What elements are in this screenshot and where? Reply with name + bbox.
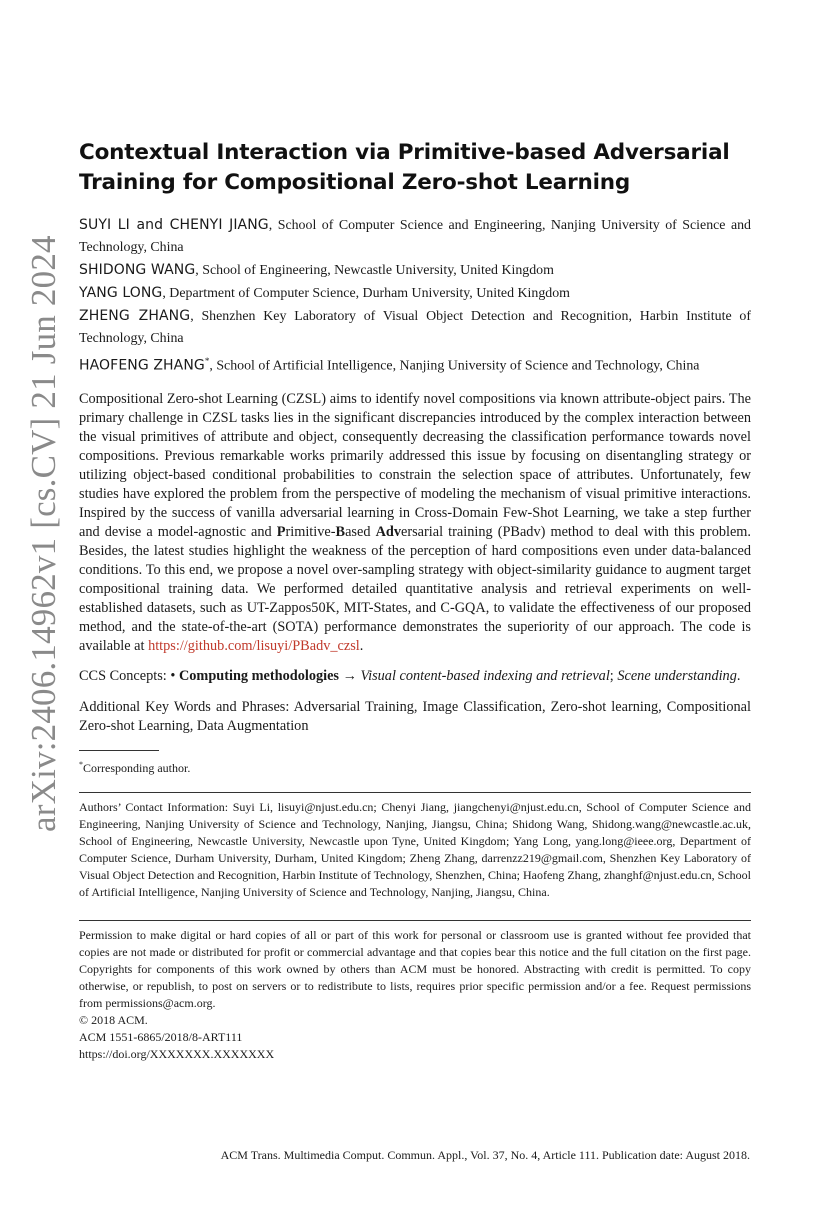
- author-affiliation: , School of Artificial Intelligence, Nanjing University of Science and Technology, China: [209, 358, 700, 374]
- author-names: ZHENG ZHANG: [79, 308, 191, 324]
- keywords: Additional Key Words and Phrases: Adversarial Training, Image Classification, Zero-shot learning, Compositional Zero-shot Learning, Data Augmentation: [79, 698, 751, 734]
- abstract-bold-p: P: [276, 523, 286, 540]
- author-entry: [79, 259, 751, 282]
- acm-number: ACM 1551-6865/2018/8-ART111: [79, 1029, 243, 1044]
- author-block: [79, 214, 751, 378]
- author-contact-info: Authors’ Contact Information: Suyi Li, lisuyi@njust.edu.cn; Chenyi Jiang, jiangchenyi@njust.edu.cn, School of Computer Science and Engineering, Nanjing University of Science and Technology, Nanjing, Jiangsu, China; Shidong Wang, Shidong.wang@newcastle.ac.uk, School of Engineering, Newcastle University, Newcastle upon Tyne, United Kingdom; Yang Long, yang.long@ieee.org, Department of Computer Science, Durham University, Durham, United Kingdom; Zheng Zhang, darrenzz219@gmail.com, Shenzhen Key Laboratory of Visual Object Detection and Recognition, Harbin Institute of Technology, Shenzhen, China; Haofeng Zhang, zhanghf@njust.edu.cn, School of Artificial Intelligence, Nanjing University of Science and Technology, Nanjing, Jiangsu, China.: [79, 799, 751, 899]
- author-names: YANG LONG: [79, 285, 163, 301]
- permission-divider: [79, 920, 751, 921]
- author-affiliation: , Shenzhen Key Laboratory of Visual Object Detection and Recognition, Harbin Institute of Technology, China: [79, 309, 751, 346]
- author-entry: [79, 214, 751, 259]
- footnote: [79, 757, 751, 776]
- ccs-end: .: [736, 667, 741, 684]
- ccs-concepts: [79, 667, 751, 686]
- abstract-text: Compositional Zero-shot Learning (CZSL) aims to identify novel compositions via known attribute-object pairs. The primary challenge in CZSL tasks lies in the significant discrepancies introduced by the complex interaction between the visual primitives of attribute and object, consequently decreasing the classification performance towards novel compositions. Previous remarkable works primarily addressed this issue by focusing on disentangling strategy or utilizing object-based conditional probabilities to constrain the selection space of attributes. Unfortunately, few studies have explored the problem from the perspective of modeling the mechanism of visual primitive interactions. Inspired by the success of vanilla adversarial learning in Cross-Domain Few-Shot Learning, we take a step further and devise a model-agnostic and: [79, 390, 751, 540]
- author-entry: [79, 350, 751, 378]
- first-page-content: [79, 138, 751, 1063]
- author-affiliation: , School of Computer Science and Engineering, Nanjing University of Science and Technology, China: [79, 218, 752, 255]
- abstract: [79, 390, 751, 656]
- abstract-end: .: [359, 637, 364, 654]
- contact-divider: [79, 792, 751, 793]
- author-names: HAOFENG ZHANG: [79, 357, 205, 374]
- ccs-concept-2: Scene understanding: [617, 667, 737, 684]
- code-link[interactable]: https://github.com/lisuyi/PBadv_czsl: [148, 637, 360, 654]
- abstract-text: rimitive-: [285, 523, 336, 540]
- footnote-text: Corresponding author.: [83, 760, 191, 775]
- title-line-1: Contextual Interaction via Primitive-based Adversarial: [79, 140, 730, 165]
- corresponding-marker: *: [204, 356, 210, 366]
- running-footer: ACM Trans. Multimedia Comput. Commun. Appl., Vol. 37, No. 4, Article 111. Publication date: August 2018.: [220, 1148, 750, 1162]
- ccs-prefix: CCS Concepts: •: [79, 667, 179, 684]
- author-affiliation: , Department of Computer Science, Durham University, United Kingdom: [162, 286, 570, 301]
- ccs-separator: ;: [609, 667, 618, 684]
- author-entry: [79, 282, 751, 305]
- copyright: © 2018 ACM.: [79, 1012, 148, 1027]
- paper-title: [79, 138, 751, 198]
- abstract-bold-b: B: [335, 523, 346, 540]
- ccs-arrow: →: [339, 667, 361, 684]
- abstract-text: ersarial training (PBadv) method to deal with this problem. Besides, the latest studies highlight the weakness of the perception of hard compositions even under data-balanced conditions. To this end, we propose a novel over-sampling strategy with object-similarity guidance to augment target compositional training data. We performed detailed quantitative analysis and retrieval experiments on well-established datasets, such as UT-Zappos50K, MIT-States, and C-GQA, to validate the effectiveness of our proposed method, and the state-of-the-art (SOTA) performance demonstrates the superiority of our approach. The code is available at: [79, 523, 752, 654]
- ccs-concept-1: Visual content-based indexing and retrieval: [360, 667, 610, 684]
- footnote-marker: *: [79, 759, 83, 769]
- ccs-category: Computing methodologies: [178, 667, 339, 684]
- arxiv-stamp: arXiv:2406.14962v1 [cs.CV] 21 Jun 2024: [24, 235, 63, 832]
- author-names: SUYI LI and CHENYI JIANG: [79, 217, 269, 233]
- abstract-text: ased: [345, 523, 376, 540]
- permission-notice: Permission to make digital or hard copies of all or part of this work for personal or classroom use is granted without fee provided that copies are not made or distributed for profit or commercial advantage and that copies bear this notice and the full citation on the first page. Copyrights for components of this work owned by others than ACM must be honored. Abstracting with credit is permitted. To copy otherwise, or republish, to post on servers or to redistribute to lists, requires prior specific permission and/or a fee. Request permissions from permissions@acm.org.: [79, 927, 751, 1010]
- title-line-2: Training for Compositional Zero-shot Learning: [79, 170, 631, 195]
- author-entry: [79, 305, 751, 350]
- author-affiliation: , School of Engineering, Newcastle University, United Kingdom: [195, 263, 554, 278]
- author-names: SHIDONG WANG: [79, 262, 196, 278]
- abstract-bold-adv: Adv: [375, 523, 401, 540]
- doi: https://doi.org/XXXXXXX.XXXXXXX: [79, 1046, 275, 1061]
- footnote-divider: [79, 750, 159, 751]
